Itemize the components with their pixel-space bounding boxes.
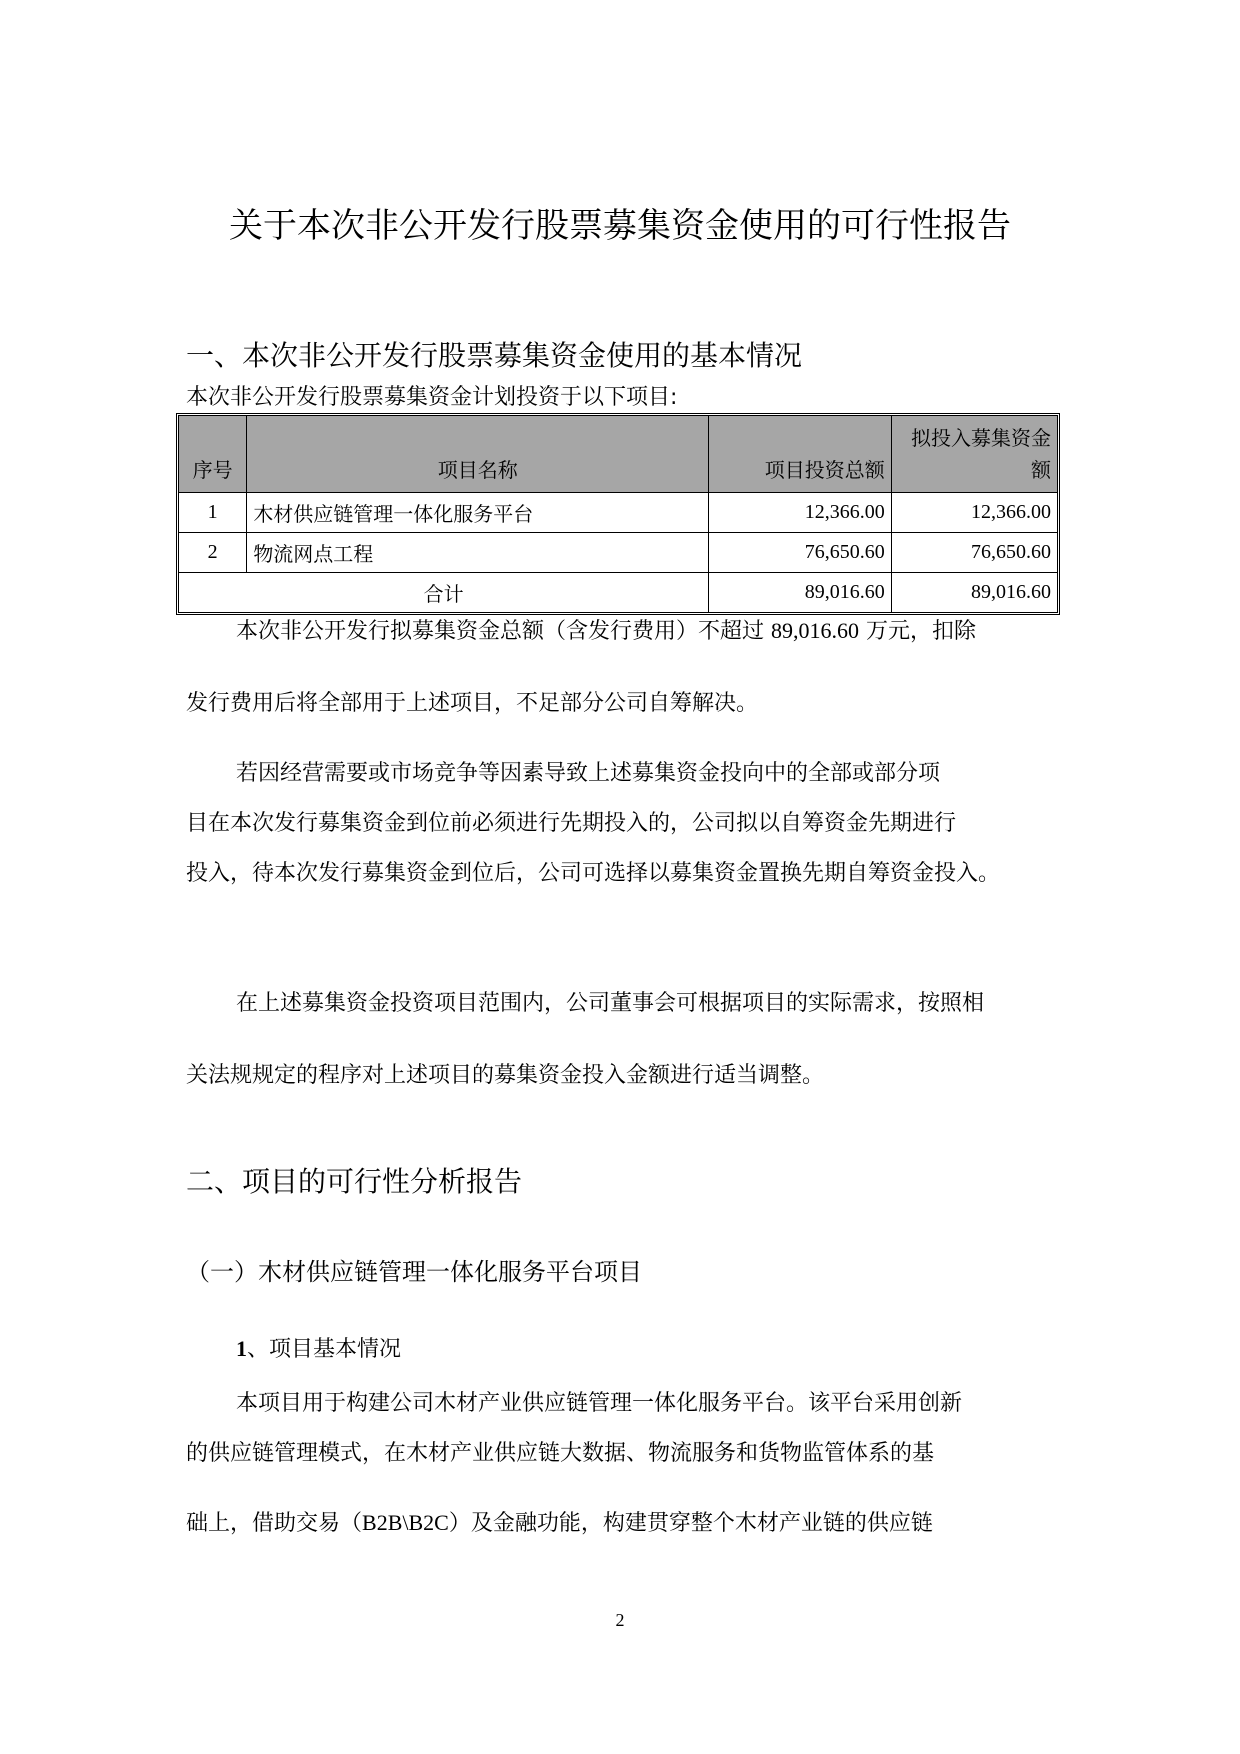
paragraph-4-line-1: 本项目用于构建公司木材产业供应链管理一体化服务平台。该平台采用创新 [236,1391,963,1416]
page-number: 2 [615,1610,625,1630]
section-heading-2: 二、项目的可行性分析报告 [186,1165,523,1198]
heading-text: 、项目基本情况 [247,1337,402,1362]
header-project-name: 项目名称 [247,416,709,493]
cell-sum-raise: 89,016.60 [971,581,1051,603]
paragraph-3-line-2: 关法规规定的程序对上述项目的募集资金投入金额进行适当调整。 [186,1063,825,1088]
document-title: 关于本次非公开发行股票募集资金使用的可行性报告 [229,206,1011,246]
paragraph-4-line-3 [186,1506,933,1537]
header-seq: 序号 [179,416,247,493]
paragraph-2-line-2: 目在本次发行募集资金到位前必须进行先期投入的，公司拟以自筹资金先期进行 [186,811,957,836]
code-text: B2B\B2C [362,1510,449,1535]
paragraph-4-line-2: 的供应链管理模式，在木材产业供应链大数据、物流服务和货物监管体系的基 [186,1441,935,1466]
amount: 89,016.60 [771,618,859,643]
cell-total-investment: 76,650.60 [709,533,892,573]
header-raised-funds [892,416,1057,493]
cell-raised-funds: 76,650.60 [892,533,1057,573]
cell-total-investment: 12,366.00 [709,493,892,533]
text: 础上，借助交易（ [186,1511,363,1536]
header-raised-funds-line2: 额 [1031,458,1051,482]
sub-subsection-heading [236,1332,401,1363]
cell-sum-total: 89,016.60 [709,573,892,612]
fund-allocation-table [176,413,1060,615]
cell-sum-label: 合计 [179,573,709,612]
table-sum-row [179,573,1057,612]
header-raised-funds-line1: 拟投入募集资金 [911,426,1051,450]
paragraph-2-line-1: 若因经营需要或市场竞争等因素导致上述募集资金投向中的全部或部分项 [236,761,941,786]
paragraph-1-line-1 [236,614,976,645]
cell-seq: 2 [179,533,247,573]
paragraph-3-line-1: 在上述募集资金投资项目范围内，公司董事会可根据项目的实际需求，按照相 [236,991,985,1016]
text: 万元，扣除 [859,619,976,644]
heading-number: 1 [236,1336,247,1361]
cell-raised-funds: 12,366.00 [892,493,1057,533]
header-total-investment: 项目投资总额 [709,416,892,493]
table-header-row [179,416,1057,493]
cell-project-name: 物流网点工程 [247,533,709,573]
paragraph-2-line-3: 投入，待本次发行募集资金到位后，公司可选择以募集资金置换先期自筹资金投入。 [186,861,1001,886]
text: 本次非公开发行拟募集资金总额（含发行费用）不超过 [236,619,771,644]
cell-project-name: 木材供应链管理一体化服务平台 [247,493,709,533]
paragraph-1-line-2: 发行费用后将全部用于上述项目，不足部分公司自筹解决。 [186,691,759,716]
table-intro: 本次非公开发行股票募集资金计划投资于以下项目: [186,385,678,410]
section-heading-1: 一、本次非公开发行股票募集资金使用的基本情况 [186,339,803,372]
table-row [179,493,1057,533]
cell-seq: 1 [179,493,247,533]
text: ）及金融功能，构建贯穿整个木材产业链的供应链 [448,1511,933,1536]
table-row [179,533,1057,573]
subsection-heading: （一）木材供应链管理一体化服务平台项目 [186,1258,642,1286]
